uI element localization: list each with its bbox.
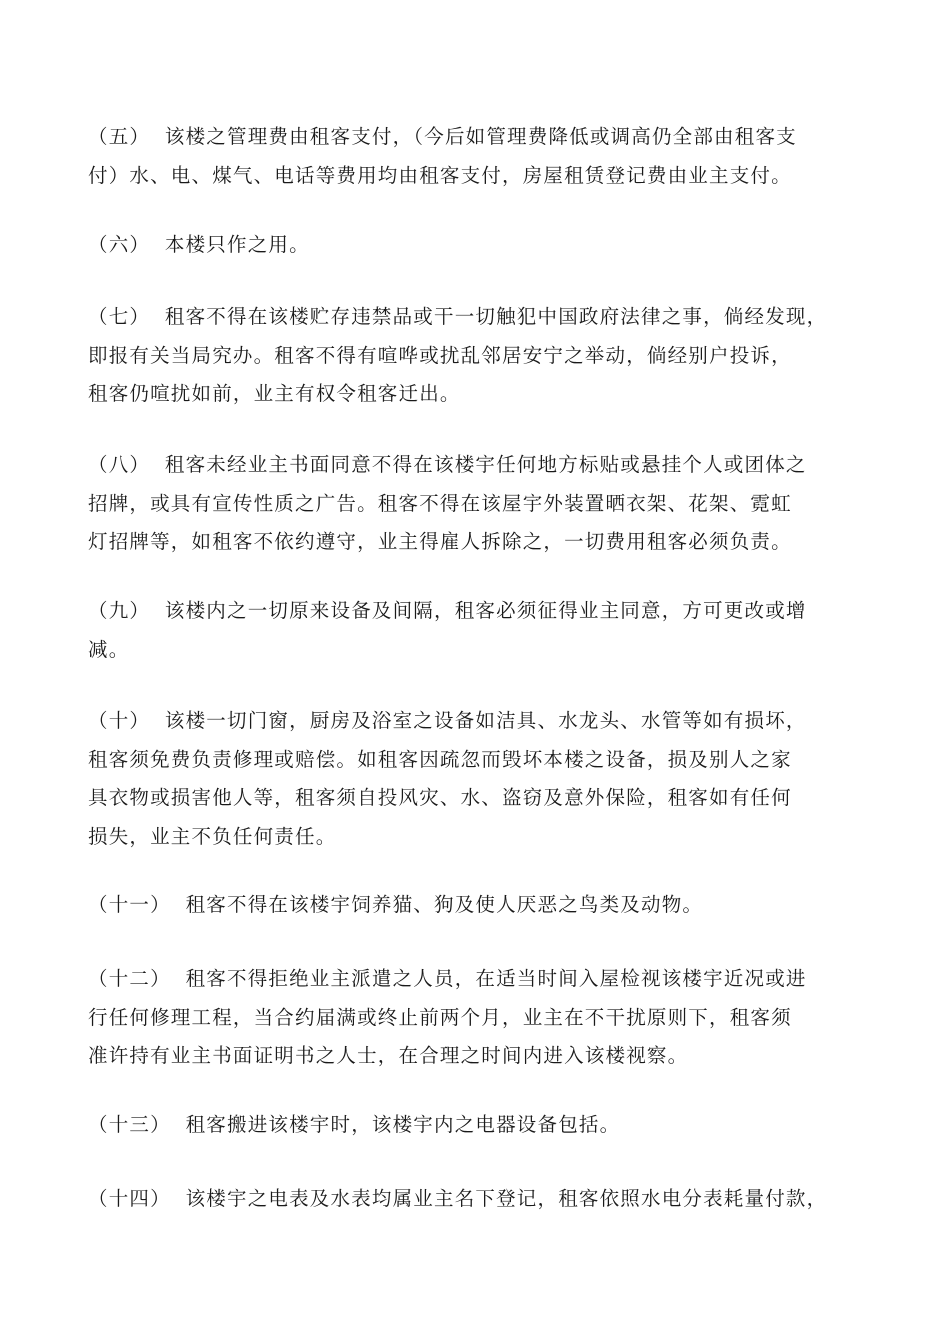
clause-5 <box>88 118 878 195</box>
clause-10 <box>88 702 878 856</box>
clause-8 <box>88 446 878 562</box>
clause-line: （八） 租客未经业主书面同意不得在该楼宇任何地方标贴或悬挂个人或团体之 <box>88 453 807 476</box>
clause-line: （十） 该楼一切门窗，厨房及浴室之设备如洁具、水龙头、水管等如有损坏， <box>88 709 807 732</box>
clause-line: 招牌，或具有宣传性质之广告。租客不得在该屋宇外装置晒衣架、花架、霓虹 <box>88 491 792 515</box>
clause-line: 具衣物或损害他人等，租客须自投风灾、水、盗窃及意外保险，租客如有任何 <box>88 786 792 809</box>
clause-line: 租客仍喧扰如前，业主有权令租客迁出。 <box>88 382 461 405</box>
clause-line: 行任何修理工程，当合约届满或终止前两个月，业主在不干扰原则下，租客须 <box>88 1005 792 1029</box>
clause-line: （十一） 租客不得在该楼宇饲养猫、狗及使人厌恶之鸟类及动物。 <box>88 893 704 916</box>
clause-9 <box>88 592 878 669</box>
clause-line: 准许持有业主书面证明书之人士，在合理之时间内进入该楼视察。 <box>88 1044 689 1067</box>
clause-line: （十四） 该楼宇之电表及水表均属业主名下登记，租客依照水电分表耗量付款， <box>88 1187 828 1210</box>
clause-line: 付）水、电、煤气、电话等费用均由租客支付，房屋租赁登记费由业主支付。 <box>88 163 792 187</box>
clause-line: （七） 租客不得在该楼贮存违禁品或干一切触犯中国政府法律之事，倘经发现， <box>88 305 828 328</box>
clause-line: （六） 本楼只作之用。 <box>88 233 310 256</box>
clause-line: （十二） 租客不得拒绝业主派遣之人员，在适当时间入屋检视该楼宇近况或进 <box>88 967 807 990</box>
clause-line: 灯招牌等，如租客不依约遵守，业主得雇人拆除之，一切费用租客必须负责。 <box>88 530 792 553</box>
clause-line: 减。 <box>88 637 130 661</box>
clause-11 <box>88 886 878 925</box>
clause-12 <box>88 960 878 1076</box>
clause-line: （五） 该楼之管理费由租客支付，（今后如管理费降低或调高仍全部由租客支 <box>88 125 797 148</box>
clause-line: 即报有关当局究办。租客不得有喧哗或扰乱邻居安宁之举动，倘经别户投诉， <box>88 343 792 367</box>
clause-14 <box>88 1180 878 1219</box>
clause-6 <box>88 226 878 265</box>
clause-line: （九） 该楼内之一切原来设备及间隔，租客必须征得业主同意，方可更改或增 <box>88 599 807 622</box>
clause-line: （十三） 租客搬进该楼宇时，该楼宇内之电器设备包括。 <box>88 1113 621 1136</box>
clause-line: 租客须免费负责修理或赔偿。如租客因疏忽而毁坏本楼之设备，损及别人之家 <box>88 747 792 771</box>
clause-13 <box>88 1106 878 1145</box>
clause-line: 损失，业主不负任何责任。 <box>88 824 337 848</box>
clause-7 <box>88 298 878 414</box>
